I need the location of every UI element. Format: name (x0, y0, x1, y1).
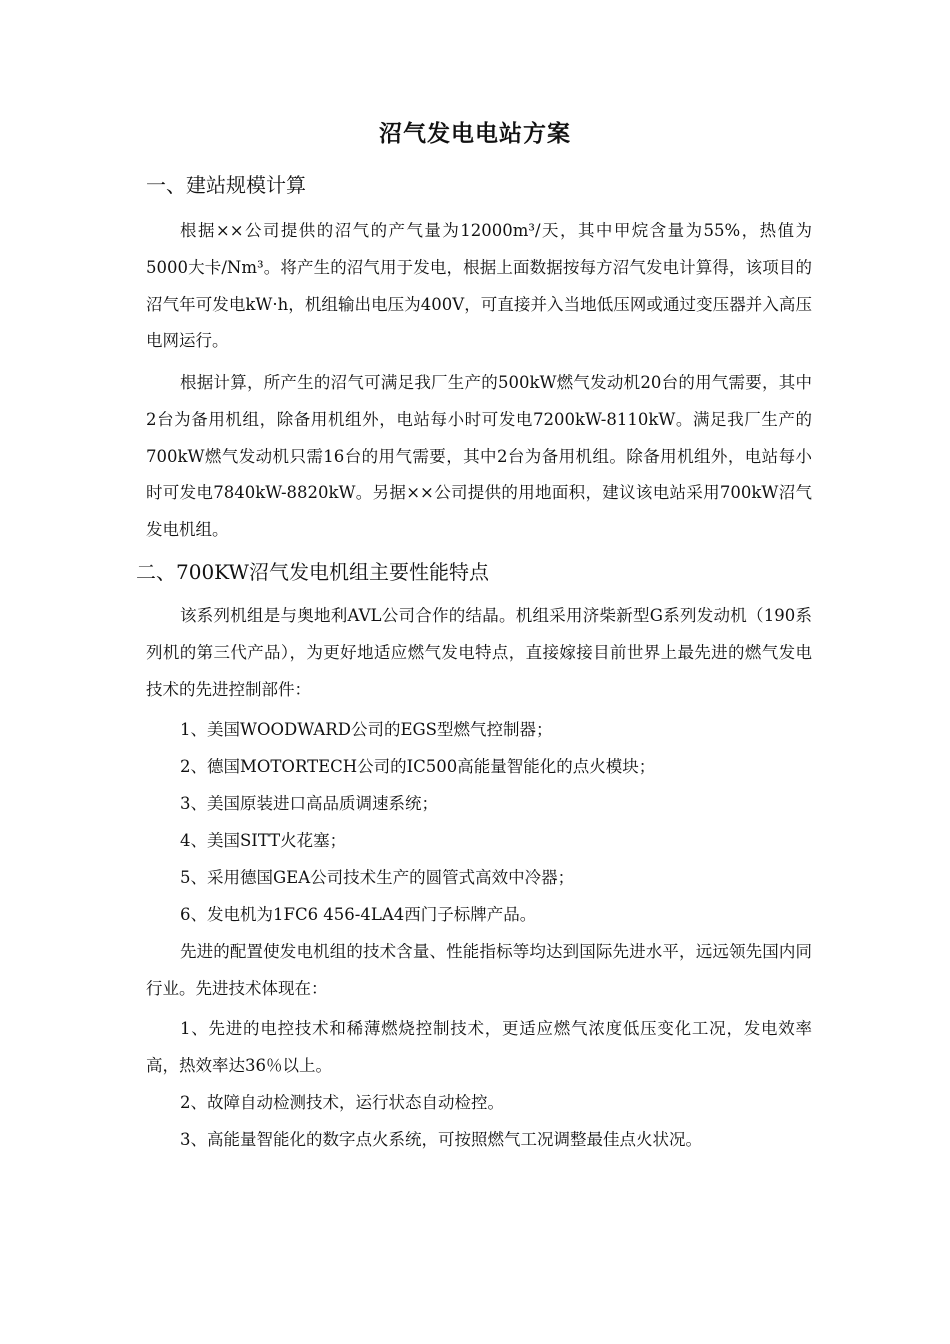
paragraph-advanced-config: 先进的配置使发电机组的技术含量、性能指标等均达到国际先进水平，远远领先国内同行业。先进技术体现在： (146, 942, 812, 998)
component-item-5: 5、采用德国GEA公司技术生产的圆管式高效中冷器； (180, 868, 575, 887)
component-item-4: 4、美国SITT火花塞； (180, 831, 347, 850)
component-item-6: 6、发电机为1FC6 456-4LA4西门子标牌产品。 (180, 905, 537, 924)
paragraph-unit-selection: 根据计算，所产生的沼气可满足我厂生产的500kW燃气发动机20台的用气需要，其中2台为备用机组，除备用机组外，电站每小时可发电7200kW-8110kW。满足我厂生产的700kW燃气发动机只需16台的用气需要，其中2台为备用机组。除备用机组外，电站每小时可发电7840kW-8820kW。另据××公司提供的用地面积，建议该电站采用700kW沼气发电机组。 (146, 373, 812, 540)
paragraph-avl-cooperation: 该系列机组是与奥地利AVL公司合作的结晶。机组采用济柴新型G系列发动机（190系列机的第三代产品），为更好地适应燃气发电特点，直接嫁接目前世界上最先进的燃气发电技术的先进控制部件： (146, 606, 812, 699)
component-item-2: 2、德国MOTORTECH公司的IC500高能量智能化的点火模块； (180, 757, 656, 776)
tech-item-1: 1、先进的电控技术和稀薄燃烧控制技术，更适应燃气浓度低压变化工况，发电效率高，热效率达36％以上。 (146, 1019, 812, 1075)
tech-item-3: 3、高能量智能化的数字点火系统，可按照燃气工况调整最佳点火状况。 (180, 1130, 702, 1149)
component-item-3: 3、美国原装进口高品质调速系统； (180, 794, 438, 813)
document-title: 沼气发电电站方案 (379, 121, 571, 147)
section-heading-features: 二、700KW沼气发电机组主要性能特点 (136, 560, 489, 584)
tech-item-2: 2、故障自动检测技术，运行状态自动检控。 (180, 1093, 504, 1112)
component-item-1: 1、美国WOODWARD公司的EGS型燃气控制器； (180, 720, 553, 739)
paragraph-gas-output: 根据××公司提供的沼气的产气量为12000m³/天，其中甲烷含量为55%，热值为5000大卡/Nm³。将产生的沼气用于发电，根据上面数据按每方沼气发电计算得，该项目的沼气年可发电kW·h，机组输出电压为400V，可直接并入当地低压网或通过变压器并入高压电网运行。 (146, 221, 812, 351)
section-heading-scale: 一、建站规模计算 (146, 173, 306, 197)
